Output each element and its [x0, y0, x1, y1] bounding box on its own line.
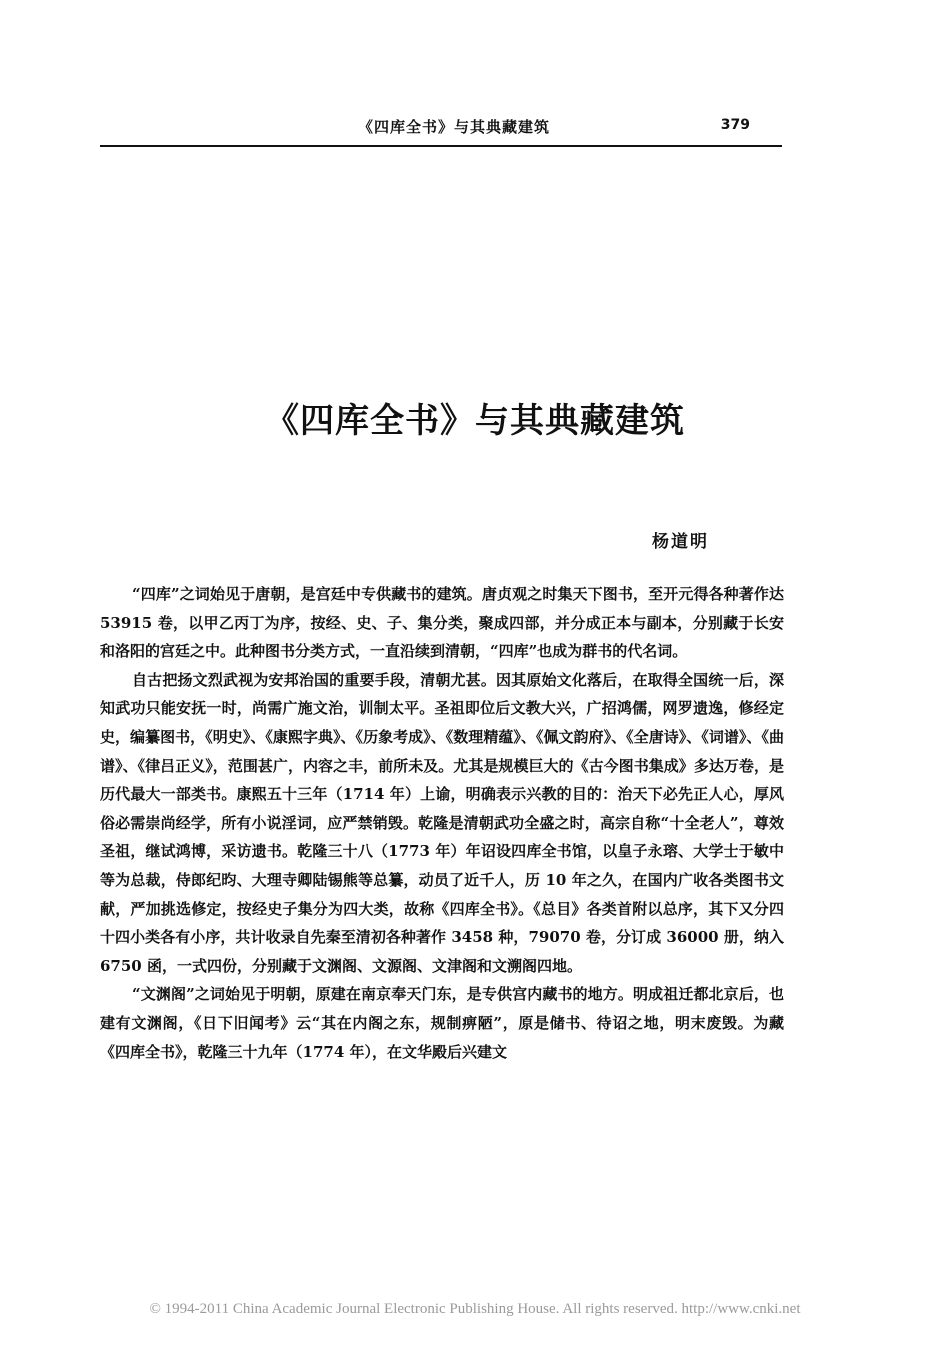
copyright-footer: © 1994-2011 China Academic Journal Electronic Publishing House. All rights reserved. http://www.cnki.net: [149, 1301, 801, 1317]
paragraph: “文渊阁”之词始见于明朝，原建在南京奉天门东，是专供宫内藏书的地方。明成祖迁都北京后，也建有文渊阁，《日下旧闻考》云“其在内阁之东，规制痹陋”，原是储书、待诏之地，明末废毁。为藏《四库全书》，乾隆三十九年（1774 年），在文华殿后兴建文: [100, 985, 784, 1061]
author: 杨道明: [652, 532, 709, 552]
paragraph: “四库”之词始见于唐朝，是宫廷中专供藏书的建筑。唐贞观之时集天下图书，至开元得各种著作达 53915 卷，以甲乙丙丁为序，按经、史、子、集分类，聚成四部，并分成正本与副本，分别藏于长安和洛阳的宫廷之中。此种图书分类方式，一直沿续到清朝，“四库”也成为群书的代名词。: [100, 585, 784, 661]
running-title: 《四库全书》与其典藏建筑: [358, 118, 551, 136]
article-title: 《四库全书》与其典藏建筑: [265, 401, 685, 441]
running-header: [100, 116, 780, 146]
article-body: [100, 580, 784, 1066]
header-rule: [100, 145, 782, 147]
page-number: 379: [720, 117, 750, 133]
paragraph: 自古把扬文烈武视为安邦治国的重要手段，清朝尤甚。因其原始文化落后，在取得全国统一后，深知武功只能安抚一时，尚需广施文治，训制太平。圣祖即位后文教大兴，广招鸿儒，网罗遗逸，修经定史，编纂图书，《明史》、《康熙字典》、《历象考成》、《数理精蕴》、《佩文韵府》、《全唐诗》、《词谱》、《曲谱》、《律吕正义》，范围甚广，内容之丰，前所未及。尤其是规模巨大的《古今图书集成》多达万卷，是历代最大一部类书。康熙五十三年（1714 年）上谕，明确表示兴教的目的：治天下必先正人心，厚风俗必需崇尚经学，所有小说淫词，应严禁销毁。乾隆是清朝武功全盛之时，高宗自称“十全老人”，尊效圣祖，继试鸿博，采访遗书。乾隆三十八（1773 年）年诏设四库全书馆，以皇子永瑢、大学士于敏中等为总裁，侍郎纪昀、大理寺卿陆锡熊等总纂，动员了近千人，历 10 年之久，在国内广收各类图书文献，严加挑选修定，按经史子集分为四大类，故称《四库全书》。《总目》各类首附以总序，其下又分四十四小类各有小序，共计收录自先秦至清初各种著作 3458 种，79070 卷，分订成 36000 册，纳入 6750 函，一式四份，分别藏于文渊阁、文源阁、文津阁和文溯阁四地。: [100, 670, 784, 975]
